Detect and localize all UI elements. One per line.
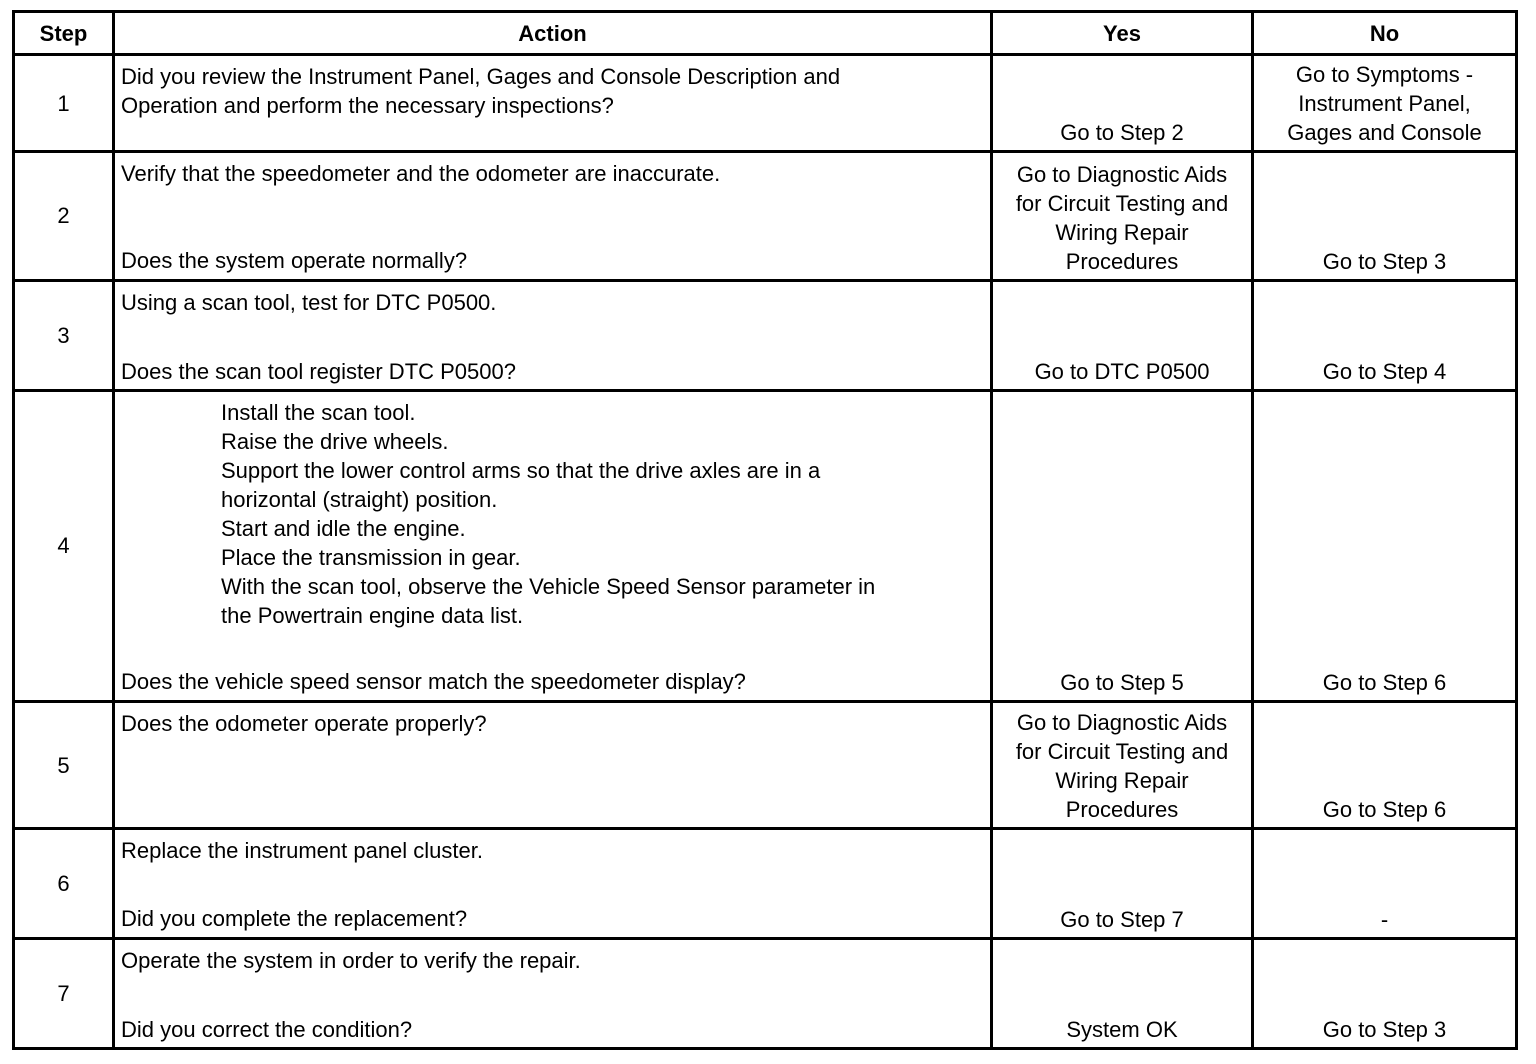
action-question bbox=[121, 667, 984, 696]
action-question-line: Does the vehicle speed sensor match the speedometer display? bbox=[121, 668, 746, 694]
action-question bbox=[121, 357, 984, 386]
action-step-line: With the scan tool, observe the Vehicle Speed Sensor parameter in bbox=[221, 573, 876, 599]
no-result-cell bbox=[1253, 938, 1517, 1048]
action-instructions bbox=[121, 709, 984, 738]
step-number: 7 bbox=[14, 938, 114, 1048]
yes-result-line: Go to DTC P0500 bbox=[1034, 358, 1210, 384]
yes-result-cell bbox=[992, 938, 1253, 1048]
yes-result-cell bbox=[992, 280, 1253, 390]
table-row bbox=[14, 829, 1517, 938]
action-text-line: Using a scan tool, test for DTC P0500. bbox=[121, 289, 497, 315]
action-cell bbox=[114, 701, 992, 828]
no-result-line: Go to Step 6 bbox=[1322, 797, 1447, 823]
action-step-line: horizontal (straight) position. bbox=[221, 486, 498, 512]
action-question bbox=[121, 904, 984, 933]
no-result-line: - bbox=[1380, 906, 1389, 932]
step-number: 1 bbox=[14, 55, 114, 152]
step-number: 4 bbox=[14, 390, 114, 701]
action-cell bbox=[114, 829, 992, 938]
table-row bbox=[14, 938, 1517, 1048]
table-row bbox=[14, 390, 1517, 701]
action-instructions bbox=[121, 398, 984, 630]
table-row bbox=[14, 55, 1517, 152]
action-step-line: Place the transmission in gear. bbox=[221, 544, 521, 570]
action-cell bbox=[114, 280, 992, 390]
action-step-line: Support the lower control arms so that the drive axles are in a bbox=[221, 457, 821, 483]
no-result-cell bbox=[1253, 829, 1517, 938]
yes-result-cell bbox=[992, 701, 1253, 828]
table-body bbox=[14, 55, 1517, 1049]
no-result-cell bbox=[1253, 152, 1517, 280]
table-row bbox=[14, 280, 1517, 390]
yes-result-line: Go to Step 7 bbox=[1060, 906, 1184, 932]
no-result-cell bbox=[1253, 55, 1517, 152]
action-cell bbox=[114, 152, 992, 280]
yes-result-line: for Circuit Testing and bbox=[1015, 739, 1229, 765]
action-cell bbox=[114, 390, 992, 701]
yes-result-line: Go to Step 5 bbox=[1060, 669, 1184, 695]
table-row bbox=[14, 152, 1517, 280]
action-instructions bbox=[121, 946, 984, 975]
header-yes: Yes bbox=[992, 12, 1253, 55]
action-question bbox=[121, 246, 984, 275]
action-step-line: the Powertrain engine data list. bbox=[221, 602, 524, 628]
yes-result-cell bbox=[992, 152, 1253, 280]
action-step-line: Raise the drive wheels. bbox=[221, 428, 449, 454]
action-text-line: Does the odometer operate properly? bbox=[121, 710, 487, 736]
header-action: Action bbox=[114, 12, 992, 55]
action-question bbox=[121, 1015, 984, 1044]
no-result-cell bbox=[1253, 701, 1517, 828]
action-step-line: Start and idle the engine. bbox=[221, 515, 466, 541]
no-result-cell bbox=[1253, 390, 1517, 701]
no-result-line: Gages and Console bbox=[1287, 120, 1482, 146]
action-instructions bbox=[121, 159, 984, 188]
action-text-line: Verify that the speedometer and the odometer are inaccurate. bbox=[121, 161, 721, 187]
action-text-line: Operate the system in order to verify the repair. bbox=[121, 947, 581, 973]
action-text-line: Replace the instrument panel cluster. bbox=[121, 838, 483, 864]
action-cell bbox=[114, 55, 992, 152]
no-result-line: Go to Step 6 bbox=[1322, 669, 1447, 695]
no-result-cell bbox=[1253, 280, 1517, 390]
yes-result-cell bbox=[992, 390, 1253, 701]
diagnostic-table bbox=[12, 10, 1518, 1050]
header-no: No bbox=[1253, 12, 1517, 55]
step-number: 2 bbox=[14, 152, 114, 280]
action-cell bbox=[114, 938, 992, 1048]
no-result-line: Instrument Panel, bbox=[1298, 91, 1471, 117]
action-question-line: Does the scan tool register DTC P0500? bbox=[121, 358, 516, 384]
step-number: 6 bbox=[14, 829, 114, 938]
yes-result-line: Procedures bbox=[1065, 797, 1179, 823]
action-instructions bbox=[121, 836, 984, 865]
header-row bbox=[14, 12, 1517, 55]
yes-result-line: Wiring Repair bbox=[1055, 219, 1189, 245]
yes-result-line: Procedures bbox=[1065, 248, 1179, 274]
action-question-line: Did you complete the replacement? bbox=[121, 906, 468, 932]
header-step: Step bbox=[14, 12, 114, 55]
yes-result-line: Wiring Repair bbox=[1055, 768, 1189, 794]
step-number: 5 bbox=[14, 701, 114, 828]
yes-result-line: Go to Diagnostic Aids bbox=[1016, 161, 1228, 187]
step-number: 3 bbox=[14, 280, 114, 390]
no-result-line: Go to Symptoms - bbox=[1295, 62, 1474, 88]
yes-result-cell bbox=[992, 829, 1253, 938]
yes-result-line: Go to Step 2 bbox=[1060, 120, 1184, 146]
no-result-line: Go to Step 3 bbox=[1322, 1017, 1447, 1042]
table-row bbox=[14, 701, 1517, 828]
yes-result-line: Go to Diagnostic Aids bbox=[1016, 710, 1228, 736]
action-step-line: Install the scan tool. bbox=[221, 399, 416, 425]
action-instructions bbox=[121, 62, 984, 120]
action-question-line: Does the system operate normally? bbox=[121, 248, 468, 274]
no-result-line: Go to Step 3 bbox=[1322, 248, 1447, 274]
action-text-line: Did you review the Instrument Panel, Gages and Console Description and bbox=[121, 64, 841, 89]
yes-result-line: for Circuit Testing and bbox=[1015, 190, 1229, 216]
yes-result-line: System OK bbox=[1066, 1017, 1178, 1042]
action-instructions bbox=[121, 288, 984, 317]
action-question-line: Did you correct the condition? bbox=[121, 1016, 413, 1042]
action-text-line: Operation and perform the necessary inspections? bbox=[121, 93, 614, 118]
no-result-line: Go to Step 4 bbox=[1322, 358, 1447, 384]
yes-result-cell bbox=[992, 55, 1253, 152]
